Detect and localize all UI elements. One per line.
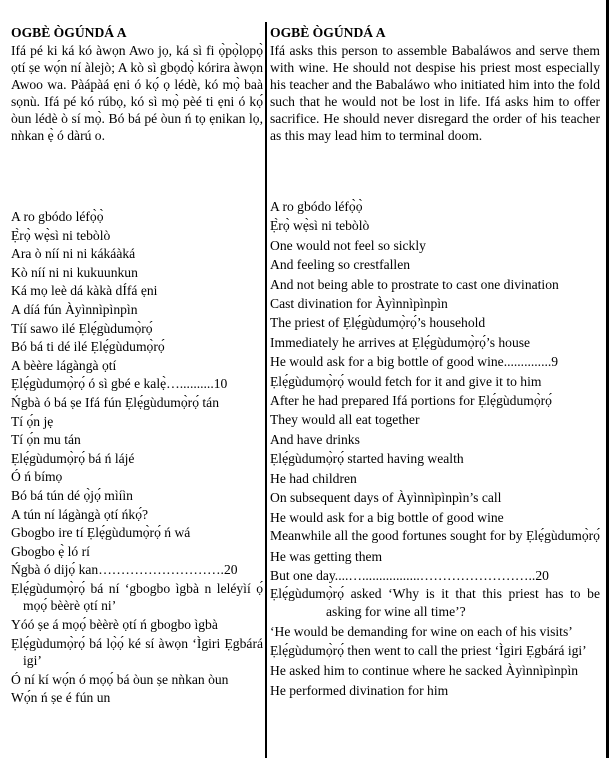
verse-line: He performed divination for him: [270, 683, 449, 699]
yoruba-verses: [11, 208, 263, 708]
verse-line: Gbogbo ẹ̀ ló rí: [11, 543, 90, 559]
verse-line: Ẹ̀rọ̀ wẹ̀sì ni tebòlò: [270, 218, 370, 234]
verse-line: But one day....….................……………………..20: [270, 567, 549, 583]
english-intro: Ifá asks this person to assemble Babaláwos and serve them with wine. He should not despise his priest most especially his teacher and the Babaláwo who initiated him into the fold such that he would not be lost in life. Ifá asks him to offer sacrifice. He should never disregard the order of his teacher as this may lead him to terminal doom.: [270, 43, 600, 143]
verse-line: Tí ọ́n mu tán: [11, 432, 81, 448]
verse-line: Bó bá ti dé ilé Ẹlẹ́gùdumọ̀rọ́: [11, 339, 165, 355]
verse-line: Ẹlẹ́gùdumọ̀rọ́ then went to call the priest ‘Ìgiri Ẹgbárá igi’: [270, 643, 587, 659]
verse-line: He would ask for a big bottle of good wine..............9: [270, 354, 559, 370]
verse-line: Ẹlẹ́gùdumọ̀rọ́ bá ń lájé: [11, 450, 135, 466]
yoruba-heading: OGBÈ ÒGÚNDÁ A: [11, 25, 127, 40]
verse-line: Ńgbà ó bá ṣe Ifá fún Ẹlẹ́gùdumọ̀rọ́ tán: [11, 394, 219, 410]
verse-line: Kò níí ni ni kukuunkun: [11, 264, 138, 280]
verse-line: Immediately he arrives at Ẹlẹ́gùdumọ̀rọ́’s house: [270, 334, 531, 350]
verse-line: A ro gbódo léfọ̀ọ̀: [11, 209, 104, 224]
verse-line: Ẹ̀rọ̀ wẹ̀sì ni tebòlò: [11, 227, 111, 243]
verse-line: Ẹlẹ́gùdumọ̀rọ́ asked ‘Why is it that this priest has to be asking for wine all time’?: [270, 586, 600, 619]
verse-line: ‘He would be demanding for wine on each of his visits’: [270, 623, 573, 639]
verse-line: They would all eat together: [270, 412, 420, 428]
verse-line: A ro gbódo léfọ̀ọ̀: [270, 199, 363, 214]
verse-line: And not being able to prostrate to cast one divination: [270, 276, 559, 292]
verse-line: Ó ń bímọ: [11, 469, 63, 485]
verse-line: Bó bá tún dé ọ̀jọ́ mìíìn: [11, 487, 133, 503]
verse-line: Yóó ṣe á mọọ́ bèèrè ọtí ń gbogbo ìgbà: [11, 617, 218, 633]
verse-line: He was getting them: [270, 548, 383, 564]
verse-line: Tí ọ́n jẹ: [11, 413, 54, 429]
verse-line: Ẹlẹ́gùdumọ̀rọ́ bá ní ‘gbogbo ìgbà n leléyìí ọ́ mọọ́ bèèrè ọtí ni’: [11, 580, 263, 614]
english-column: [270, 24, 600, 699]
verse-line: Ká mọ leè dá kàkà dÍfá ẹni: [11, 283, 158, 299]
verse-line: A bèère lágàngà ọtí: [11, 357, 117, 373]
page-edge-border: [606, 0, 609, 758]
english-verses: [270, 197, 600, 701]
verse-line: Ẹlẹ́gùdumọ̀rọ́ would fetch for it and give it to him: [270, 373, 542, 389]
verse-line: The priest of Ẹlẹ́gùdumọ̀rọ́’s household: [270, 315, 486, 331]
verse-line: On subsequent days of Àyìnnìpìnpìn’s call: [270, 490, 502, 506]
verse-line: Ńgbà ó dijọ́ kan……………………….20: [11, 562, 238, 578]
verse-line: Tíí sawo ilé Ẹlẹ́gùdumọ̀rọ́: [11, 320, 153, 336]
verse-line: A tún ní lágàngà ọtí ńkọ́?: [11, 506, 149, 522]
verse-line: And feeling so crestfallen: [270, 257, 411, 273]
verse-line: He had children: [270, 470, 357, 486]
verse-line: After he had prepared Ifá portions for Ẹlẹ́gùdumọ̀rọ́: [270, 393, 552, 409]
verse-line: Ó ní kí wọ́n ó mọọ́ bá òun ṣe nǹkan òun: [11, 671, 229, 687]
verse-line: Gbogbo ire tí Ẹlẹ́gùdumọ̀rọ́ ń wá: [11, 525, 191, 541]
verse-line: Ẹlẹ́gùdumọ̀rọ́ ó sì gbé e kalẹ̀…..........10: [11, 376, 228, 392]
verse-line: Meanwhile all the good fortunes sought for by Ẹlẹ́gùdumọ̀rọ́: [270, 527, 600, 543]
verse-line: Ẹlẹ́gùdumọ̀rọ́ started having wealth: [270, 451, 464, 467]
verse-line: A díá fún Àyìnnìpìnpìn: [11, 301, 138, 317]
column-divider: [265, 22, 267, 758]
yoruba-intro: Ifá pé ki ká kó àwọn Awo jọ, ká sì fi ọ̀pọ̀lọpọ̀ ọtí ṣe wọ́n ní àlejò; A kò sì gbọdọ̀ kórira àwọn Awoo wa. Pàápàá ẹni ó kọ́ ọ lédè, kó mọ̀ baà sọnù. Ifá pé kó rúbọ, kó sì mọ̀ pèé ti ẹni ó kọ́ òun lédè ò sí mọ̀. Bó bá pé òun ń tọ ẹnikan lọ, nǹkan ẹ̀ ó dàrú o.: [11, 43, 263, 143]
verse-line: One would not feel so sickly: [270, 237, 426, 253]
verse-line: Cast divination for Àyìnnìpìnpìn: [270, 296, 448, 312]
verse-line: Ẹlẹ́gùdumọ̀rọ́ bá lọ̀ọ́ ké sí àwọn ‘Ìgiri Ẹgbárá igi’: [11, 635, 263, 669]
verse-line: Wọ́n ń ṣe é fún un: [11, 690, 111, 706]
english-heading: OGBÈ ÒGÚNDÁ A: [270, 25, 386, 40]
verse-line: And have drinks: [270, 431, 360, 447]
verse-line: He would ask for a big bottle of good wine: [270, 509, 504, 525]
verse-line: He asked him to continue where he sacked Àyìnnìpìnpìn: [270, 662, 579, 678]
yoruba-column: [11, 24, 263, 706]
verse-line: Ara ò níí ni ni kákáàká: [11, 246, 136, 262]
